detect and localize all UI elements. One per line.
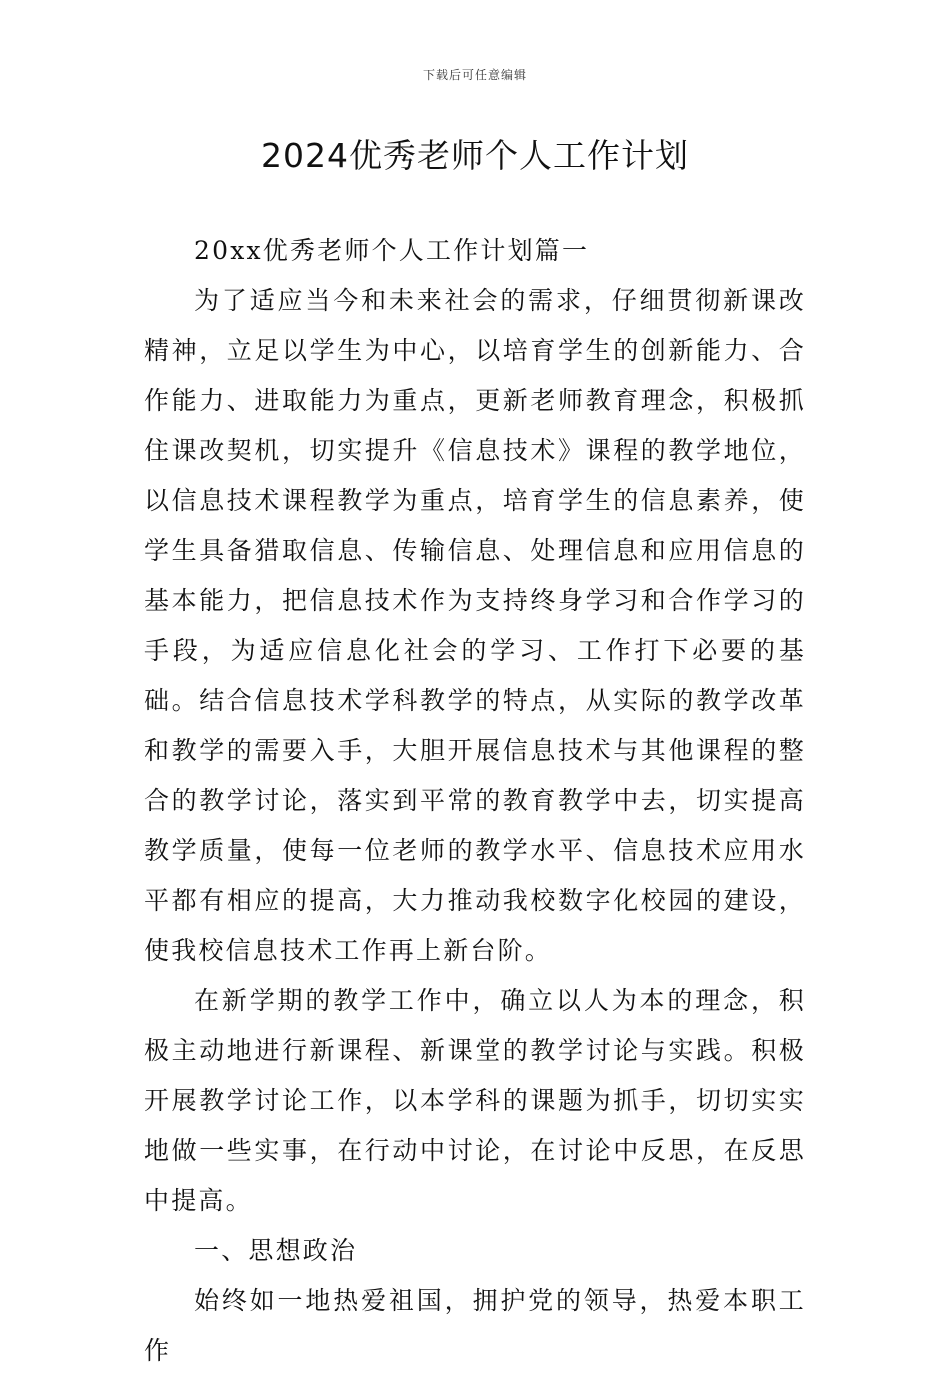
header-note: 下载后可任意编辑 [422, 68, 527, 82]
subheading-politics: 一、思想政治 [194, 1236, 358, 1265]
paragraph-new-semester: 在新学期的教学工作中，确立以人为本的理念，积极主动地进行新课程、新课堂的教学讨论与实践。积极开展教学讨论工作，以本学科的课题为抓手，切切实实地做一些实事，在行动中讨论，在讨论中反思，在反思中提高。 [144, 986, 806, 1215]
document-title: 2024优秀老师个人工作计划 [261, 136, 689, 175]
paragraph-politics: 始终如一地热爱祖国，拥护党的领导，热爱本职工作 [144, 1286, 806, 1365]
section-title: 20xx优秀老师个人工作计划篇一 [194, 236, 590, 265]
document-body [144, 226, 806, 1376]
paragraph-intro: 为了适应当今和未来社会的需求，仔细贯彻新课改精神，立足以学生为中心，以培育学生的创新能力、合作能力、进取能力为重点，更新老师教育理念，积极抓住课改契机，切实提升《信息技术》课程的教学地位，以信息技术课程教学为重点，培育学生的信息素养，使学生具备猎取信息、传输信息、处理信息和应用信息的基本能力，把信息技术作为支持终身学习和合作学习的手段，为适应信息化社会的学习、工作打下必要的基础。结合信息技术学科教学的特点，从实际的教学改革和教学的需要入手，大胆开展信息技术与其他课程的整合的教学讨论，落实到平常的教育教学中去，切实提高教学质量，使每一位老师的教学水平、信息技术应用水平都有相应的提高，大力推动我校数字化校园的建设，使我校信息技术工作再上新台阶。 [144, 286, 806, 965]
